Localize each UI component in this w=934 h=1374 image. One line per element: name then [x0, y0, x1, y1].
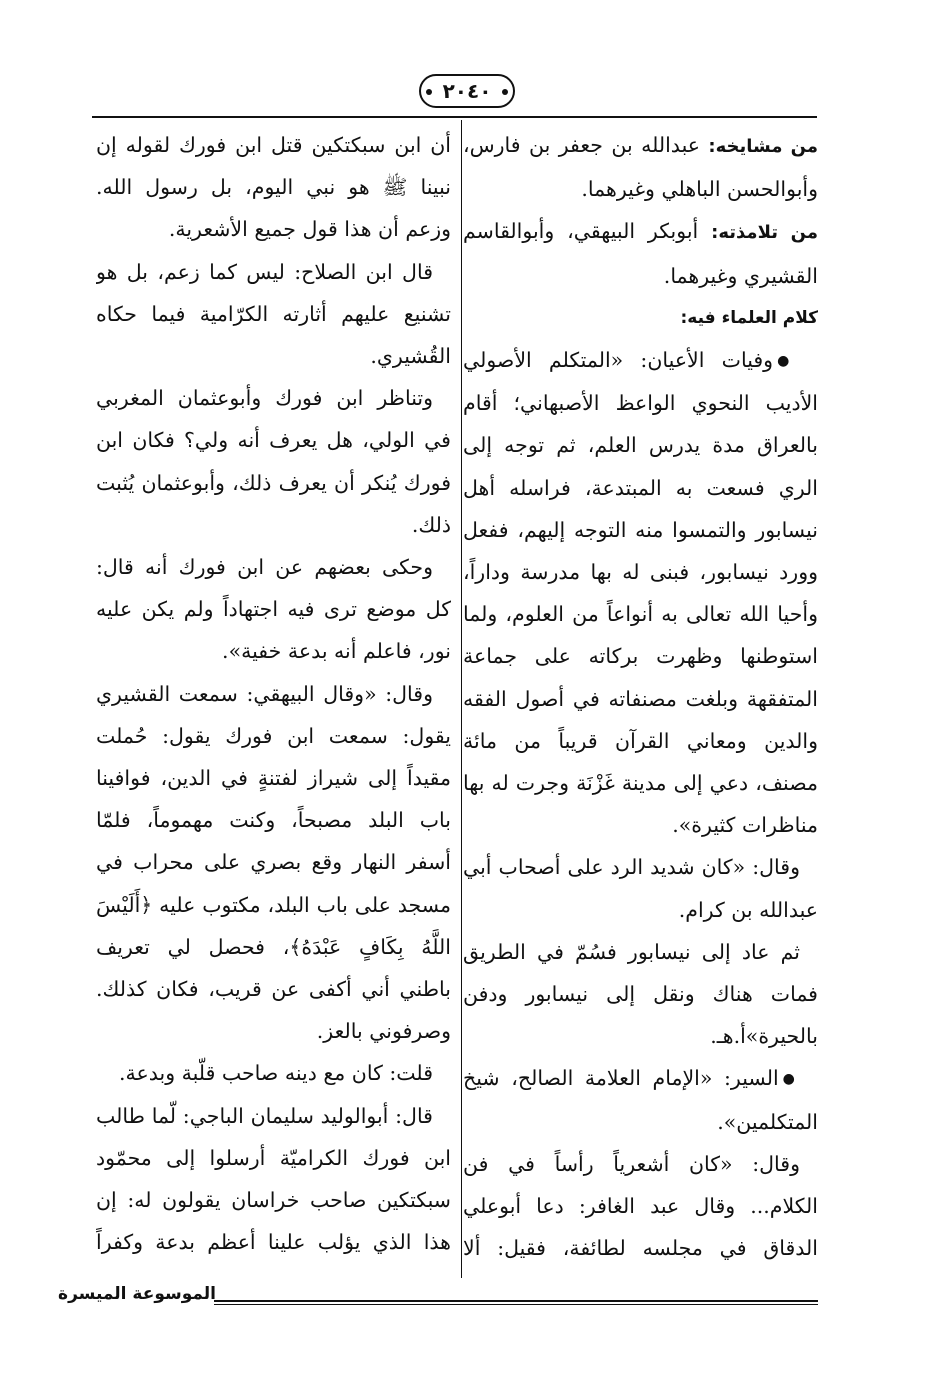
students-label: من تلامذته: — [711, 222, 818, 244]
scholars-heading: كلام العلماء فيه: — [680, 307, 818, 328]
left-paragraph-4: وحكى بعضهم عن ابن فورك أنه قال: كل موضع ترى فيه اجتهاداً ولم يكن عليه نور، فاعلم أنه بدعة خفية». — [96, 555, 451, 664]
students-text: أبوبكر البيهقي، وأبوالقاسم القشيري وغيرهما. — [463, 219, 818, 288]
siyar-paragraph — [463, 1057, 818, 1142]
shaykhs-paragraph — [463, 124, 818, 210]
left-paragraph-3: وتناظر ابن فورك وأبوعثمان المغربي في الولي، هل يعرف أنه ولي؟ فكان ابن فورك يُنكر أن يعرف ذلك، وأبوعثمان يُثبت ذلك. — [96, 386, 451, 537]
wafayat-text: وفيات الأعيان: «المتكلم الأصولي الأديب النحوي الواعظ الأصبهاني؛ أقام بالعراق مدة يدرس العلم، ثم توجه إلى الري فسعت به المبتدعة، فراسله أهل نيسابور والتمسوا منه التوجه إليهم، ففعل وورد نيسابور، فبنى له بها مدرسة وداراً، وأحيا الله تعالى به أنواعاً من العلوم، ولما استوطنها وظهرت بركاته على جماعة المتفقهة وبلغت مصنفاته في أصول الفقه والدين ومعاني القرآن قريباً من مائة مصنف، دعي إلى مدينة غَزْنَة وجرت له بها مناظرات كثيرة». — [463, 348, 818, 838]
shaykhs-text: عبدالله بن جعفر بن فارس، وأبوالحسن الباهلي وغيرهما. — [463, 133, 818, 202]
page-number-ornament — [419, 74, 515, 108]
qal-ashari-paragraph: وقال: «كان أشعرياً رأساً في فن الكلام... وقال عبد الغافر: دعا أبوعلي الدقاق في مجلسه لطائفة، فقيل: ألا — [463, 1151, 818, 1261]
page-header — [0, 70, 934, 112]
shaykhs-label: من مشايخه: — [708, 136, 818, 157]
left-paragraph-2: قال ابن الصلاح: ليس كما زعم، بل هو تشنيع عليهم أثارته الكرّامية فيما حكاه القُشيري. — [96, 259, 451, 369]
siyar-text: السير: «الإمام العلامة الصالح، شيخ المتكلمين». — [463, 1066, 818, 1134]
left-paragraph-5: وقال: «وقال البيهقي: سمعت القشيري يقول: سمعت ابن فورك يقول: حُملت مقيداً إلى شيراز لفتنةٍ في الدين، فوافينا باب البلد مصبحاً، وكنت مهموماً، فلمّا أسفر النهار وقع بصري على محراب في مسجد على باب البلد، مكتوب عليه ﴿أَلَيْسَ اللَّهُ بِكَافٍ عَبْدَهُ﴾، فحصل لي تعريف باطني أني أكفى عن قريب، فكان كذلك. وصرفوني بالعز. — [96, 681, 451, 1044]
footer-title: الموسوعة الميسرة — [58, 1284, 216, 1304]
bullet-icon: ● — [777, 353, 801, 370]
thumma-paragraph: ثم عاد إلى نيسابور فسُمّ في الطريق فمات هناك ونقل إلى نيسابور ودفن بالحيرة»أ.هـ. — [463, 939, 818, 1049]
left-paragraph-7: قال: أبوالوليد سليمان الباجي: لّما طالب ابن فورك الكراميّة أرسلوا إلى محمّود سبكتكين صاحب خراسان يقولون له: إن هذا الذي يؤلب علينا أعظم بدعة وكفراً — [96, 1103, 451, 1255]
bullet-icon: ● — [782, 1071, 800, 1088]
right-column — [463, 124, 818, 1274]
column-divider — [461, 120, 462, 1278]
header-rule — [92, 116, 817, 118]
page-number: ٢٠٤٠ — [442, 79, 492, 103]
left-paragraph-1: أن ابن سبكتكين قتل ابن فورك لقوله إن نبينا ﷺ هو نبي اليوم، بل رسول الله. وزعم أن هذا قول جميع الأشعرية. — [96, 133, 451, 242]
footer-rule — [214, 1300, 818, 1305]
left-column — [96, 124, 451, 1274]
qal-karram-paragraph: وقال: «كان شديد الرد على أصحاب أبي عبدالله بن كرام. — [463, 855, 818, 922]
wafayat-paragraph — [463, 339, 818, 846]
left-paragraph-6: قلت: كان مع دينه صاحب قلّبة وبدعة. — [118, 1061, 433, 1086]
students-paragraph — [463, 210, 818, 296]
